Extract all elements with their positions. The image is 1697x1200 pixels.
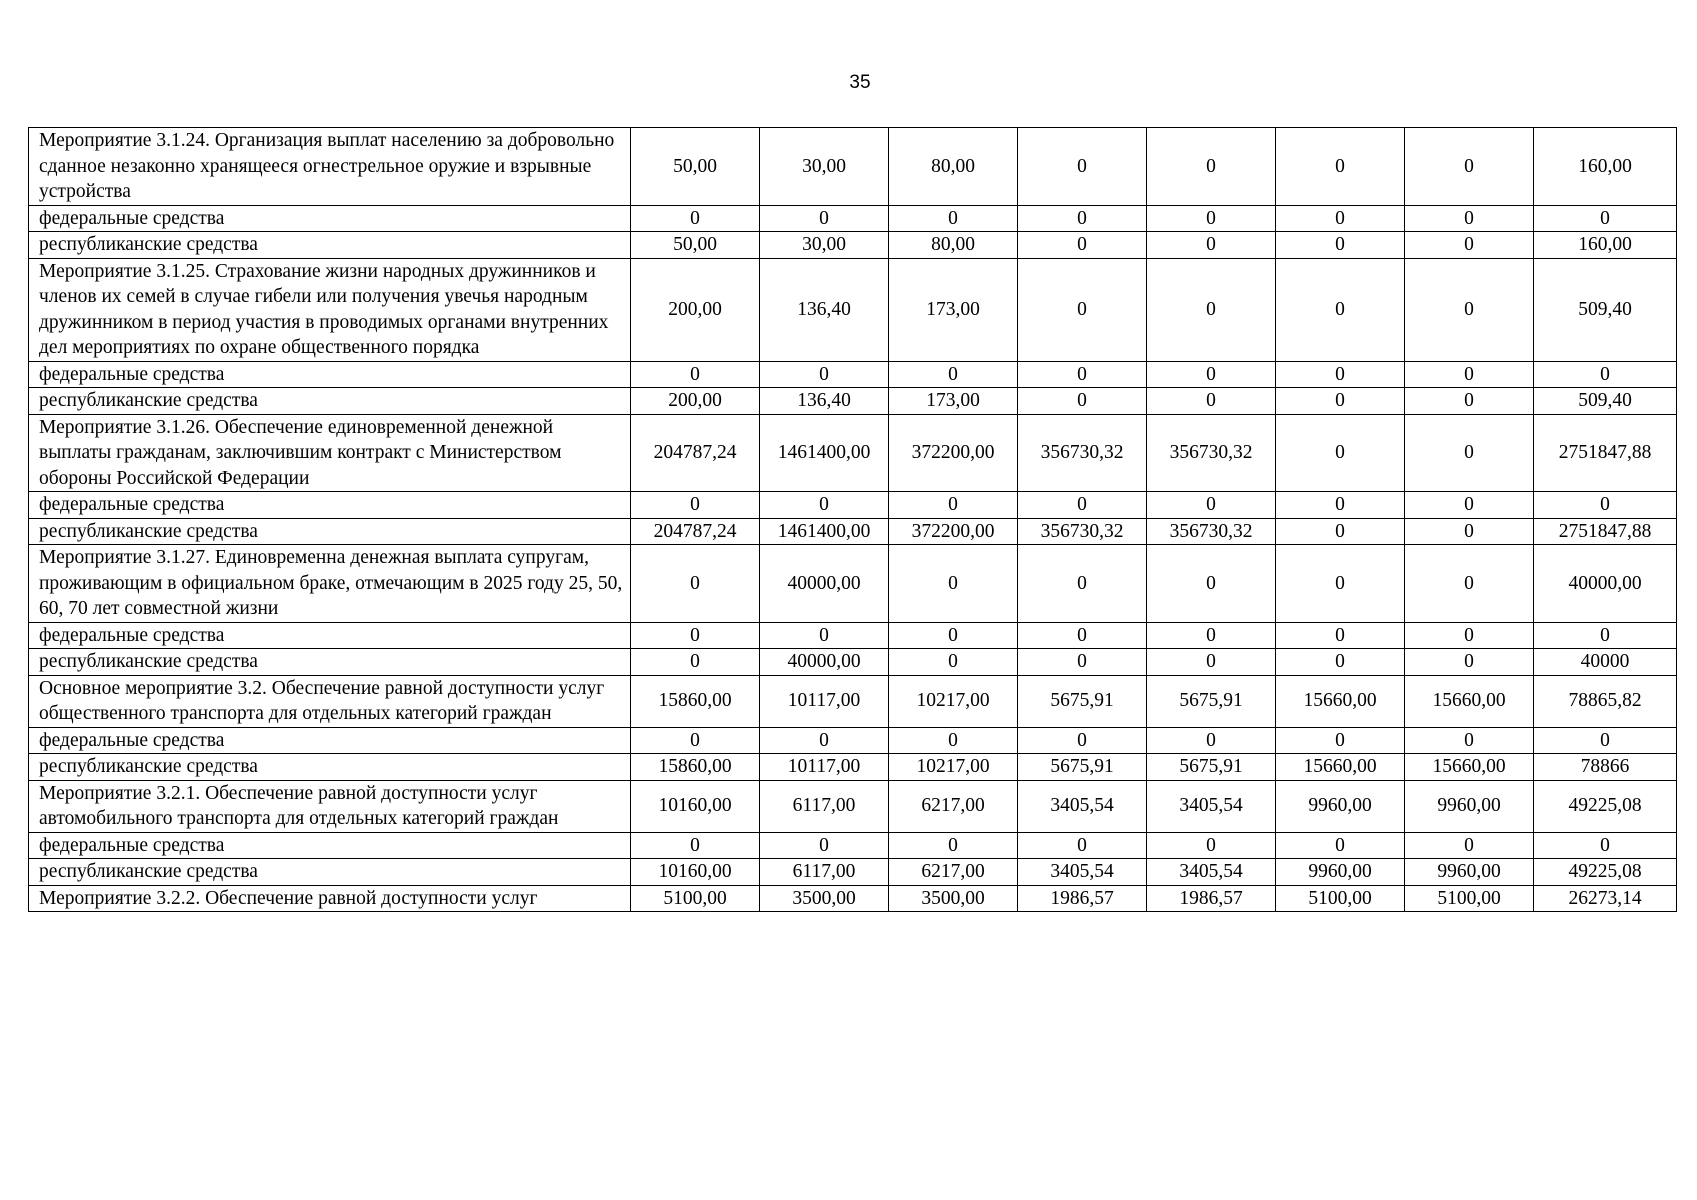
row-label: федеральные средства [29, 622, 631, 649]
row-value-cell: 0 [1147, 492, 1276, 519]
row-value-cell: 5675,91 [1147, 675, 1276, 727]
row-label: Мероприятие 3.2.1. Обеспечение равной доступности услуг автомобильного транспорта для отдельных категорий граждан [29, 780, 631, 832]
row-value-cell: 80,00 [889, 232, 1018, 259]
row-value-cell: 356730,32 [1018, 414, 1147, 492]
row-value-cell: 0 [1405, 492, 1534, 519]
row-total-cell: 26273,14 [1534, 885, 1677, 912]
row-total-cell: 0 [1534, 622, 1677, 649]
row-value-cell: 0 [1276, 649, 1405, 676]
row-value-cell: 0 [760, 361, 889, 388]
row-total-cell: 160,00 [1534, 128, 1677, 206]
table-row [29, 518, 1677, 545]
row-value-cell: 372200,00 [889, 518, 1018, 545]
row-label: Мероприятие 3.1.27. Единовременна денежная выплата супругам, проживающим в официальном браке, отмечающим в 2025 году 25, 50, 60, 70 лет совместной жизни [29, 545, 631, 623]
row-label: Мероприятие 3.1.24. Организация выплат населению за добровольно сданное незаконно хранящееся огнестрельное оружие и взрывные устройства [29, 128, 631, 206]
row-value-cell: 0 [1276, 492, 1405, 519]
row-value-cell: 6117,00 [760, 780, 889, 832]
row-label: Мероприятие 3.1.25. Страхование жизни народных дружинников и членов их семей в случае гибели или получения увечья народным дружинником в период участия в проводимых органами внутренних дел мероприятиях по охране общественного порядка [29, 258, 631, 361]
row-label: республиканские средства [29, 859, 631, 886]
table-row [29, 258, 1677, 361]
row-label: федеральные средства [29, 205, 631, 232]
row-value-cell: 40000,00 [760, 545, 889, 623]
row-value-cell: 0 [1018, 622, 1147, 649]
row-value-cell: 0 [889, 649, 1018, 676]
row-value-cell: 9960,00 [1405, 780, 1534, 832]
row-value-cell: 50,00 [631, 128, 760, 206]
row-value-cell: 0 [760, 205, 889, 232]
row-value-cell: 0 [631, 832, 760, 859]
row-value-cell: 0 [1147, 545, 1276, 623]
row-total-cell: 160,00 [1534, 232, 1677, 259]
row-value-cell: 0 [631, 361, 760, 388]
row-value-cell: 0 [1405, 128, 1534, 206]
row-value-cell: 1986,57 [1018, 885, 1147, 912]
row-value-cell: 356730,32 [1147, 518, 1276, 545]
table-row [29, 885, 1677, 912]
row-value-cell: 0 [1276, 205, 1405, 232]
row-value-cell: 0 [889, 622, 1018, 649]
row-value-cell: 15660,00 [1405, 675, 1534, 727]
row-value-cell: 0 [631, 492, 760, 519]
row-value-cell: 0 [1276, 258, 1405, 361]
row-value-cell: 15660,00 [1405, 754, 1534, 781]
row-value-cell: 0 [1276, 414, 1405, 492]
row-value-cell: 3405,54 [1147, 780, 1276, 832]
row-value-cell: 15860,00 [631, 754, 760, 781]
row-value-cell: 204787,24 [631, 414, 760, 492]
row-value-cell: 5675,91 [1018, 675, 1147, 727]
row-value-cell: 136,40 [760, 258, 889, 361]
row-value-cell: 9960,00 [1276, 859, 1405, 886]
row-value-cell: 10117,00 [760, 754, 889, 781]
budget-table [28, 127, 1677, 912]
row-value-cell: 0 [1276, 727, 1405, 754]
row-value-cell: 30,00 [760, 128, 889, 206]
row-value-cell: 0 [1405, 832, 1534, 859]
row-value-cell: 0 [1147, 361, 1276, 388]
row-value-cell: 0 [1405, 545, 1534, 623]
row-value-cell: 10160,00 [631, 780, 760, 832]
row-value-cell: 1461400,00 [760, 518, 889, 545]
row-value-cell: 9960,00 [1405, 859, 1534, 886]
row-value-cell: 0 [1018, 258, 1147, 361]
row-value-cell: 0 [889, 205, 1018, 232]
row-value-cell: 0 [1018, 649, 1147, 676]
row-value-cell: 0 [1405, 414, 1534, 492]
row-value-cell: 0 [1147, 388, 1276, 415]
table-row [29, 832, 1677, 859]
row-value-cell: 10217,00 [889, 675, 1018, 727]
row-value-cell: 0 [1276, 622, 1405, 649]
row-value-cell: 204787,24 [631, 518, 760, 545]
row-value-cell: 0 [1018, 232, 1147, 259]
row-value-cell: 10217,00 [889, 754, 1018, 781]
row-value-cell: 10117,00 [760, 675, 889, 727]
row-value-cell: 15660,00 [1276, 754, 1405, 781]
row-label: республиканские средства [29, 649, 631, 676]
row-value-cell: 0 [889, 492, 1018, 519]
row-value-cell: 0 [1147, 205, 1276, 232]
row-total-cell: 0 [1534, 492, 1677, 519]
table-row [29, 545, 1677, 623]
row-value-cell: 1986,57 [1147, 885, 1276, 912]
row-total-cell: 40000 [1534, 649, 1677, 676]
row-value-cell: 6217,00 [889, 859, 1018, 886]
row-value-cell: 15660,00 [1276, 675, 1405, 727]
row-value-cell: 0 [631, 205, 760, 232]
row-total-cell: 0 [1534, 205, 1677, 232]
row-value-cell: 0 [1276, 545, 1405, 623]
row-value-cell: 0 [889, 545, 1018, 623]
row-value-cell: 356730,32 [1147, 414, 1276, 492]
table-row [29, 414, 1677, 492]
row-label: республиканские средства [29, 754, 631, 781]
row-value-cell: 200,00 [631, 258, 760, 361]
row-value-cell: 0 [631, 622, 760, 649]
row-total-cell: 78866 [1534, 754, 1677, 781]
row-label: Мероприятие 3.1.26. Обеспечение единовременной денежной выплаты гражданам, заключившим контракт с Министерством обороны Российской Федерации [29, 414, 631, 492]
row-label: Основное мероприятие 3.2. Обеспечение равной доступности услуг общественного транспорта для отдельных категорий граждан [29, 675, 631, 727]
row-value-cell: 5675,91 [1147, 754, 1276, 781]
row-value-cell: 0 [1018, 128, 1147, 206]
row-value-cell: 0 [1147, 727, 1276, 754]
row-value-cell: 0 [1276, 361, 1405, 388]
row-value-cell: 0 [889, 832, 1018, 859]
row-value-cell: 1461400,00 [760, 414, 889, 492]
table-row [29, 622, 1677, 649]
row-value-cell: 0 [1147, 622, 1276, 649]
row-value-cell: 173,00 [889, 388, 1018, 415]
row-value-cell: 0 [1147, 649, 1276, 676]
row-value-cell: 0 [1276, 128, 1405, 206]
row-value-cell: 3405,54 [1018, 859, 1147, 886]
row-value-cell: 0 [1147, 258, 1276, 361]
row-value-cell: 0 [1405, 205, 1534, 232]
row-value-cell: 0 [1405, 388, 1534, 415]
row-value-cell: 356730,32 [1018, 518, 1147, 545]
row-value-cell: 0 [1405, 361, 1534, 388]
row-total-cell: 78865,82 [1534, 675, 1677, 727]
row-value-cell: 30,00 [760, 232, 889, 259]
row-value-cell: 15860,00 [631, 675, 760, 727]
row-value-cell: 0 [1018, 388, 1147, 415]
table-row [29, 675, 1677, 727]
row-value-cell: 3500,00 [760, 885, 889, 912]
row-value-cell: 0 [1405, 258, 1534, 361]
table-row [29, 205, 1677, 232]
table-body [29, 128, 1677, 912]
row-label: федеральные средства [29, 361, 631, 388]
row-value-cell: 5100,00 [1405, 885, 1534, 912]
table-row [29, 754, 1677, 781]
table-row [29, 361, 1677, 388]
table-row [29, 492, 1677, 519]
row-total-cell: 49225,08 [1534, 859, 1677, 886]
row-value-cell: 136,40 [760, 388, 889, 415]
row-value-cell: 6117,00 [760, 859, 889, 886]
row-value-cell: 0 [1276, 232, 1405, 259]
row-total-cell: 0 [1534, 361, 1677, 388]
row-value-cell: 0 [760, 727, 889, 754]
row-label: федеральные средства [29, 492, 631, 519]
row-value-cell: 6217,00 [889, 780, 1018, 832]
row-value-cell: 5675,91 [1018, 754, 1147, 781]
row-value-cell: 0 [1018, 727, 1147, 754]
row-total-cell: 509,40 [1534, 258, 1677, 361]
row-value-cell: 0 [1147, 832, 1276, 859]
row-value-cell: 200,00 [631, 388, 760, 415]
row-total-cell: 0 [1534, 727, 1677, 754]
row-value-cell: 3405,54 [1147, 859, 1276, 886]
row-value-cell: 5100,00 [631, 885, 760, 912]
row-value-cell: 10160,00 [631, 859, 760, 886]
row-value-cell: 0 [1018, 545, 1147, 623]
row-value-cell: 3500,00 [889, 885, 1018, 912]
table-row [29, 649, 1677, 676]
table-row [29, 388, 1677, 415]
row-value-cell: 0 [760, 492, 889, 519]
row-label: федеральные средства [29, 832, 631, 859]
row-total-cell: 2751847,88 [1534, 414, 1677, 492]
row-label: республиканские средства [29, 518, 631, 545]
row-value-cell: 0 [889, 361, 1018, 388]
row-value-cell: 0 [1405, 518, 1534, 545]
row-label: федеральные средства [29, 727, 631, 754]
row-total-cell: 0 [1534, 832, 1677, 859]
row-value-cell: 0 [1018, 492, 1147, 519]
row-value-cell: 0 [631, 649, 760, 676]
row-label: Мероприятие 3.2.2. Обеспечение равной доступности услуг [29, 885, 631, 912]
row-value-cell: 0 [1018, 205, 1147, 232]
row-value-cell: 0 [1276, 832, 1405, 859]
row-value-cell: 173,00 [889, 258, 1018, 361]
row-value-cell: 0 [1276, 518, 1405, 545]
row-value-cell: 0 [1405, 622, 1534, 649]
row-value-cell: 0 [631, 545, 760, 623]
row-value-cell: 0 [889, 727, 1018, 754]
row-value-cell: 372200,00 [889, 414, 1018, 492]
table-row [29, 859, 1677, 886]
table-row [29, 780, 1677, 832]
row-value-cell: 0 [1018, 832, 1147, 859]
row-total-cell: 2751847,88 [1534, 518, 1677, 545]
table-row [29, 232, 1677, 259]
row-total-cell: 509,40 [1534, 388, 1677, 415]
row-value-cell: 0 [1276, 388, 1405, 415]
row-value-cell: 9960,00 [1276, 780, 1405, 832]
row-value-cell: 0 [1405, 649, 1534, 676]
row-label: республиканские средства [29, 388, 631, 415]
row-value-cell: 0 [1147, 232, 1276, 259]
row-value-cell: 0 [1405, 232, 1534, 259]
row-value-cell: 0 [1018, 361, 1147, 388]
page-number: 35 [849, 72, 871, 93]
row-total-cell: 49225,08 [1534, 780, 1677, 832]
row-value-cell: 0 [631, 727, 760, 754]
row-total-cell: 40000,00 [1534, 545, 1677, 623]
row-value-cell: 5100,00 [1276, 885, 1405, 912]
row-value-cell: 80,00 [889, 128, 1018, 206]
row-value-cell: 0 [1147, 128, 1276, 206]
row-value-cell: 50,00 [631, 232, 760, 259]
row-label: республиканские средства [29, 232, 631, 259]
row-value-cell: 0 [760, 832, 889, 859]
table-row [29, 727, 1677, 754]
table-row [29, 128, 1677, 206]
row-value-cell: 40000,00 [760, 649, 889, 676]
row-value-cell: 3405,54 [1018, 780, 1147, 832]
row-value-cell: 0 [1405, 727, 1534, 754]
row-value-cell: 0 [760, 622, 889, 649]
